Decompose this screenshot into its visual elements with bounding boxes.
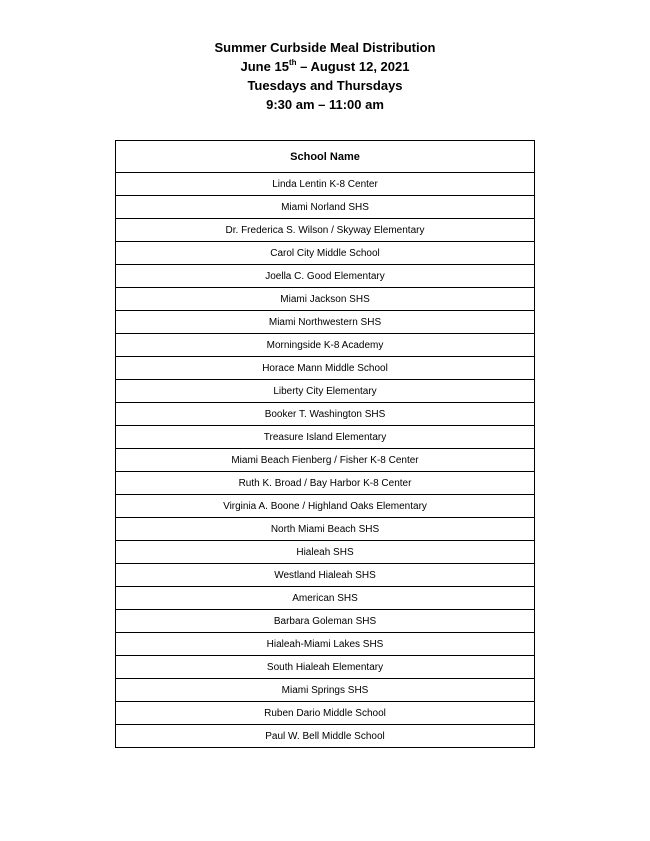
table-row	[116, 288, 535, 311]
table-row	[116, 587, 535, 610]
school-name-cell: Miami Northwestern SHS	[116, 311, 535, 334]
school-name-cell: Ruben Dario Middle School	[116, 702, 535, 725]
school-name-cell: Westland Hialeah SHS	[116, 564, 535, 587]
school-name-cell: Linda Lentin K-8 Center	[116, 173, 535, 196]
school-name-cell: Miami Beach Fienberg / Fisher K-8 Center	[116, 449, 535, 472]
school-name-cell: Hialeah-Miami Lakes SHS	[116, 633, 535, 656]
school-name-cell: Carol City Middle School	[116, 242, 535, 265]
distribution-days: Tuesdays and Thursdays	[247, 78, 403, 93]
table-row	[116, 656, 535, 679]
date-end: – August 12, 2021	[296, 59, 410, 74]
column-header-school-name: School Name	[116, 141, 535, 173]
school-name-cell: Horace Mann Middle School	[116, 357, 535, 380]
school-name-cell: Miami Jackson SHS	[116, 288, 535, 311]
table-row	[116, 633, 535, 656]
school-name-cell: Morningside K-8 Academy	[116, 334, 535, 357]
table-row	[116, 219, 535, 242]
table-row	[116, 449, 535, 472]
school-name-cell: Hialeah SHS	[116, 541, 535, 564]
school-name-cell: Virginia A. Boone / Highland Oaks Elementary	[116, 495, 535, 518]
school-name-cell: Paul W. Bell Middle School	[116, 725, 535, 748]
table-row	[116, 472, 535, 495]
table-row	[116, 564, 535, 587]
school-name-cell: South Hialeah Elementary	[116, 656, 535, 679]
school-name-cell: Miami Springs SHS	[116, 679, 535, 702]
date-range	[0, 57, 650, 76]
school-name-cell: Booker T. Washington SHS	[116, 403, 535, 426]
table-row	[116, 173, 535, 196]
school-name-cell: North Miami Beach SHS	[116, 518, 535, 541]
school-name-cell: Joella C. Good Elementary	[116, 265, 535, 288]
school-rows	[116, 173, 535, 748]
table-row	[116, 495, 535, 518]
table-row	[116, 311, 535, 334]
table-row	[116, 702, 535, 725]
table-row	[116, 679, 535, 702]
table-row	[116, 518, 535, 541]
school-name-cell: Dr. Frederica S. Wilson / Skyway Elementary	[116, 219, 535, 242]
table-row	[116, 380, 535, 403]
school-name-cell: Ruth K. Broad / Bay Harbor K-8 Center	[116, 472, 535, 495]
school-name-cell: Treasure Island Elementary	[116, 426, 535, 449]
date-start: June 15	[240, 59, 289, 74]
table-header-row	[116, 141, 535, 173]
document-title: Summer Curbside Meal Distribution	[214, 40, 436, 55]
table-row	[116, 196, 535, 219]
date-start-suffix: th	[288, 57, 297, 67]
table-row	[116, 334, 535, 357]
school-name-cell: Barbara Goleman SHS	[116, 610, 535, 633]
table-row	[116, 426, 535, 449]
table-row	[116, 265, 535, 288]
document-header	[0, 38, 650, 114]
table-row	[116, 725, 535, 748]
table-row	[116, 541, 535, 564]
school-name-cell: Miami Norland SHS	[116, 196, 535, 219]
table-row	[116, 610, 535, 633]
table-row	[116, 403, 535, 426]
school-name-cell: American SHS	[116, 587, 535, 610]
school-table	[115, 140, 535, 748]
distribution-time: 9:30 am – 11:00 am	[266, 97, 384, 112]
table-row	[116, 242, 535, 265]
school-name-cell: Liberty City Elementary	[116, 380, 535, 403]
table-row	[116, 357, 535, 380]
